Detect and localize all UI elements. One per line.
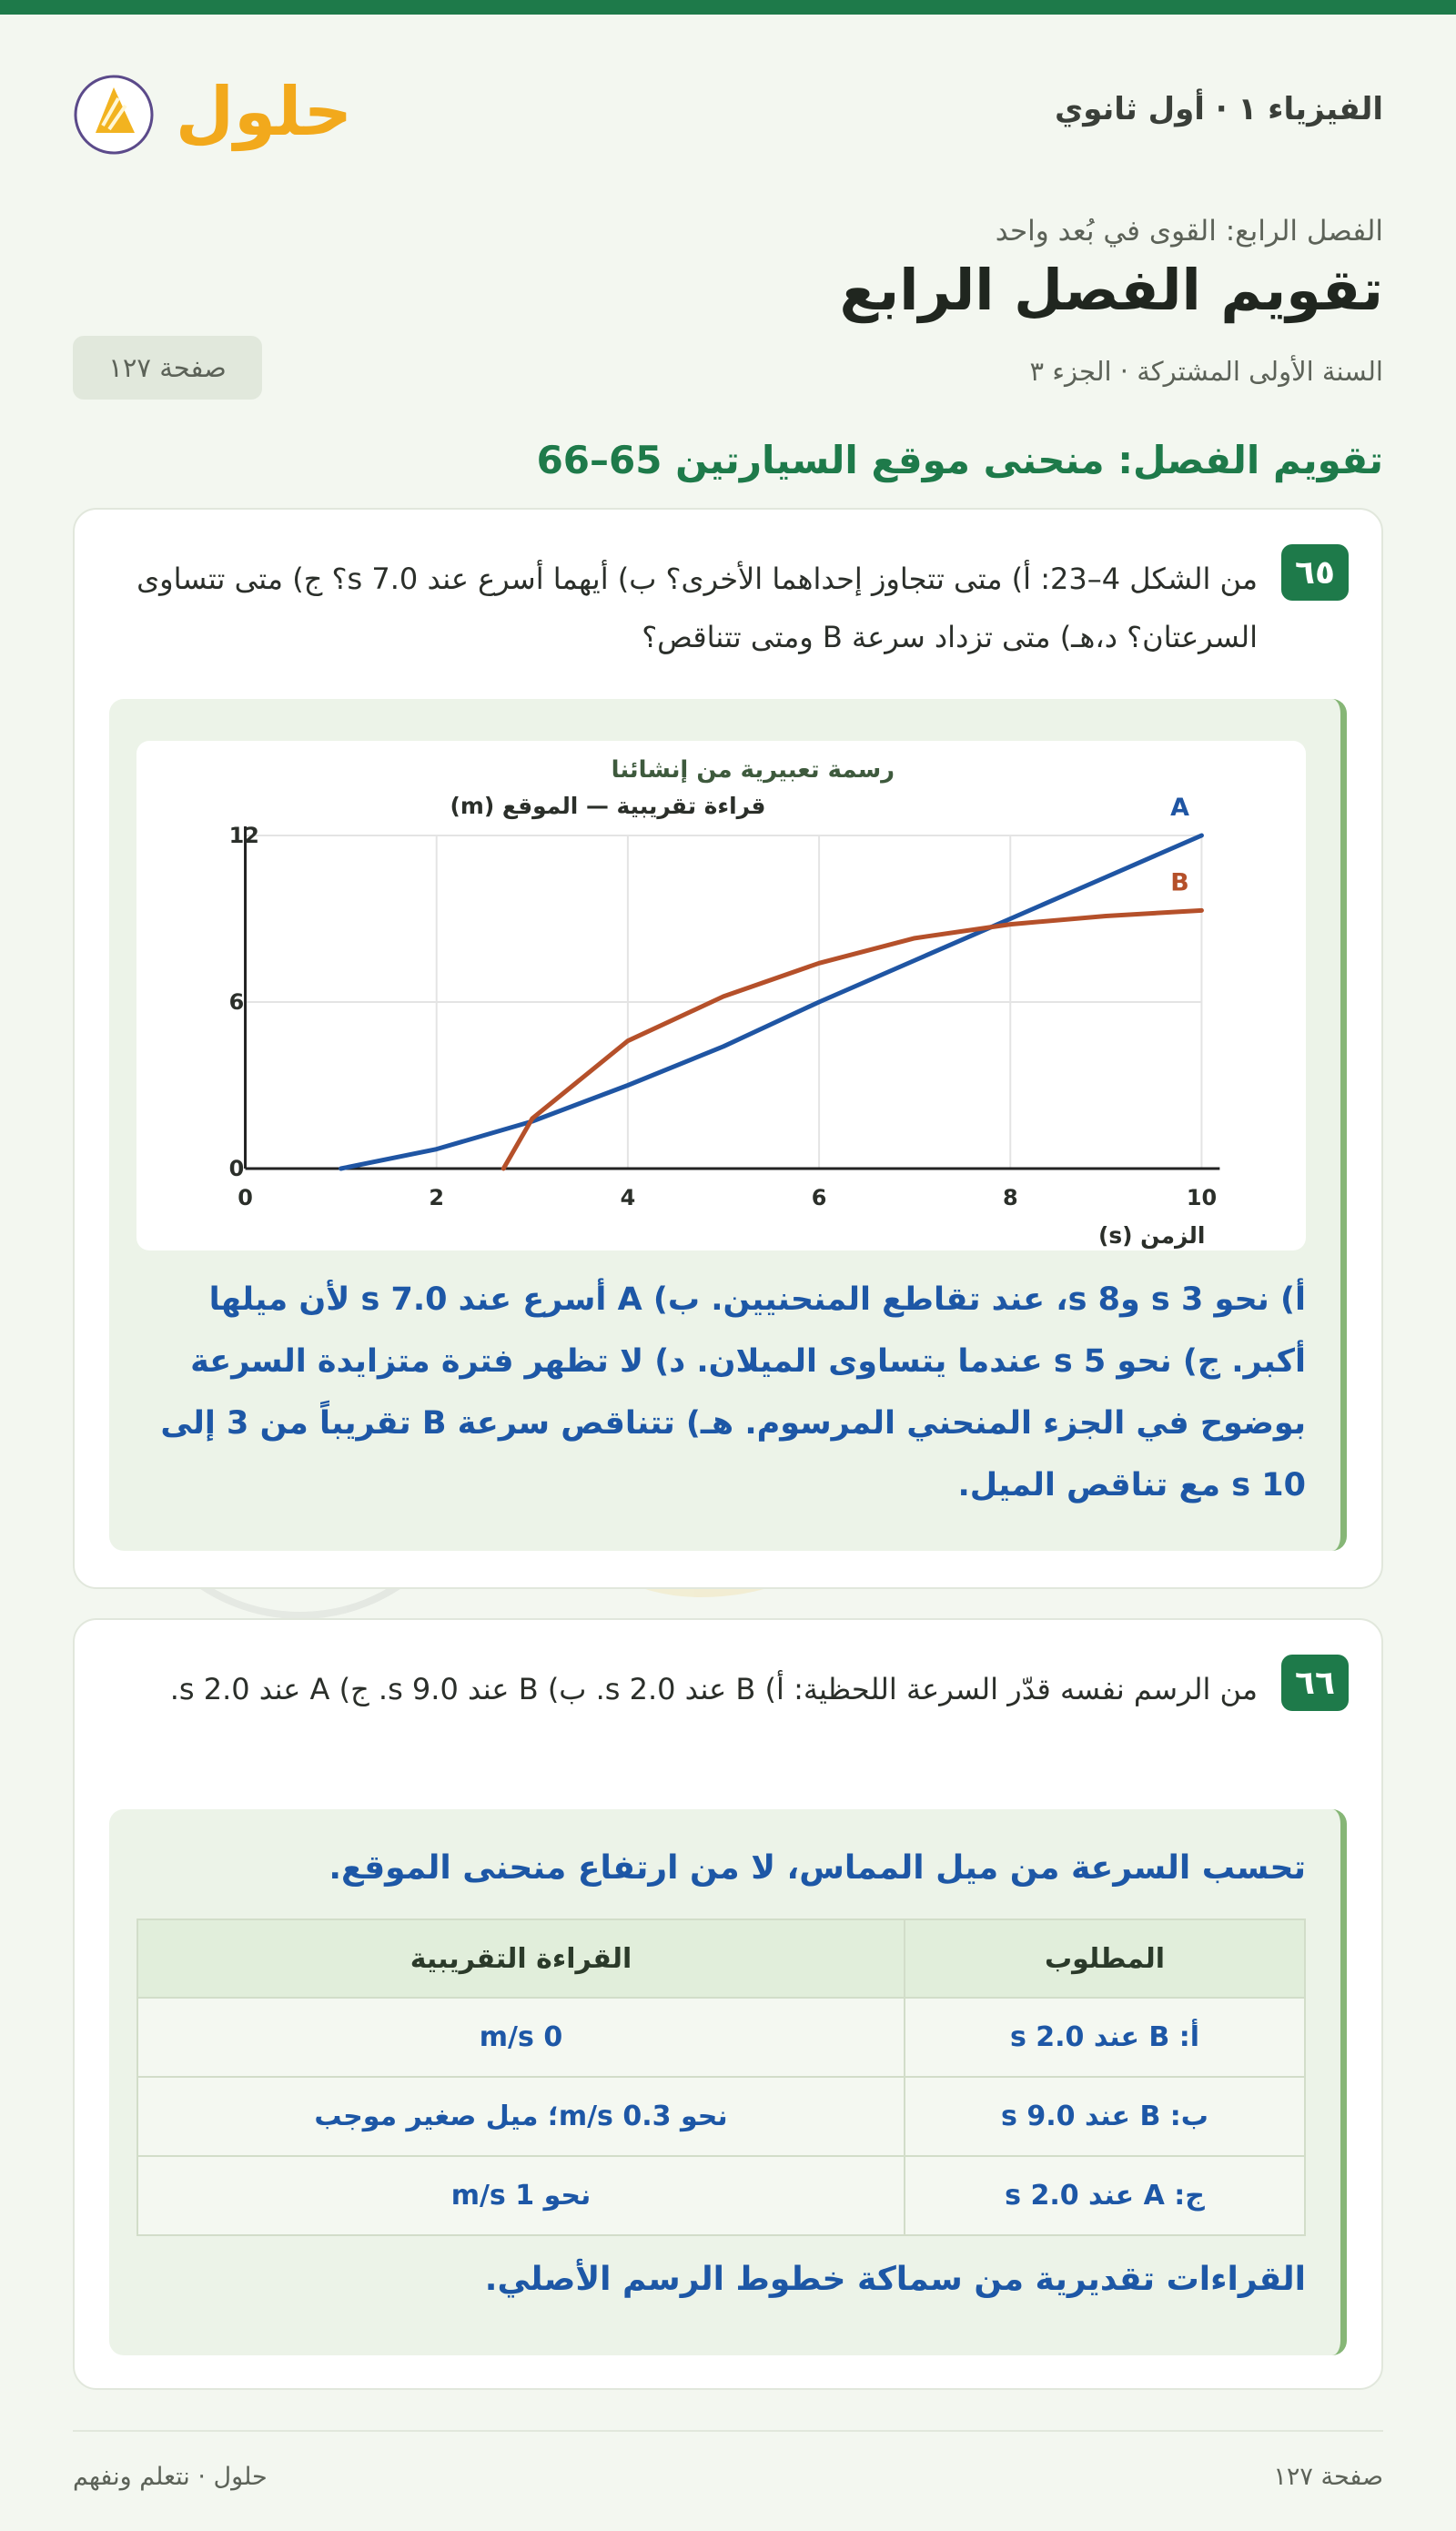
answer-text: أ) نحو 3 s و8 s، عند تقاطع المنحنيين. ب) A أسرع عند 7.0 s لأن ميلها أكبر. ج) نحو 5 s عندما يتساوى الميلان. د) لا تظهر فترة متزايدة السرعة بوضوح في الجزء المنحني المرسوم. هـ) تتناقص سرعة B تقريباً من 3 إلى 10 s مع تناقص الميل. bbox=[160, 1281, 1306, 1503]
table-cell: أ: B عند 2.0 s bbox=[905, 1998, 1305, 2077]
y-tick-label: 12 bbox=[228, 822, 259, 849]
hulul-logo[interactable] bbox=[73, 62, 353, 162]
table-row bbox=[137, 1998, 1305, 2077]
logo-text: حلول bbox=[175, 73, 353, 151]
table-header-row bbox=[137, 1919, 1305, 1998]
series-line-B bbox=[503, 910, 1201, 1169]
page-footer bbox=[73, 2430, 1383, 2503]
table-cell: نحو 1 m/s bbox=[137, 2156, 905, 2235]
answer-box bbox=[109, 699, 1347, 1551]
table-cell: ج: A عند 2.0 s bbox=[905, 2156, 1305, 2235]
top-accent-bar bbox=[0, 0, 1456, 15]
series-label-A: A bbox=[1170, 793, 1189, 823]
question-card-65 bbox=[73, 508, 1383, 1589]
answer-table bbox=[136, 1918, 1306, 2236]
chart-svg bbox=[136, 741, 1306, 1250]
subject-label: الفيزياء ١ · أول ثانوي bbox=[1055, 91, 1383, 127]
x-tick-label: 10 bbox=[1186, 1184, 1218, 1211]
chart-subtitle: قراءة تقريبية — الموقع (m) bbox=[450, 792, 766, 820]
table-cell: نحو 0.3 m/s؛ ميل صغير موجب bbox=[137, 2077, 905, 2156]
footer-page-number: صفحة ١٢٧ bbox=[1273, 2463, 1383, 2491]
question-text: من الرسم نفسه قدّر السرعة اللحظية: أ) B عند 2.0 s. ب) B عند 9.0 s. ج) A عند 2.0 s. bbox=[169, 1672, 1258, 1706]
answer-note: القراءات تقديرية من سماكة خطوط الرسم الأصلي. bbox=[484, 2261, 1306, 2298]
footer-brand: حلول · نتعلم ونفهم bbox=[73, 2463, 268, 2491]
table-row bbox=[137, 2156, 1305, 2235]
table-header: القراءة التقريبية bbox=[137, 1919, 905, 1998]
x-tick-label: 0 bbox=[238, 1184, 253, 1211]
page-title: تقويم الفصل الرابع bbox=[839, 257, 1383, 323]
x-tick-label: 6 bbox=[811, 1184, 827, 1211]
series-label-B: B bbox=[1170, 868, 1189, 897]
x-tick-label: 2 bbox=[429, 1184, 445, 1211]
position-time-chart bbox=[136, 741, 1306, 1250]
question-text: من الشكل 4–23: أ) متى تتجاوز إحداهما الأخرى؟ ب) أيهما أسرع عند 7.0 s؟ ج) متى تتساوى السرعتان؟ د،هـ) متى تزداد سرعة B ومتى تتناقص؟ bbox=[136, 562, 1258, 654]
table-cell: 0 m/s bbox=[137, 1998, 905, 2077]
chart-title: رسمة تعبيرية من إنشائنا bbox=[611, 755, 895, 785]
table-cell: ب: B عند 9.0 s bbox=[905, 2077, 1305, 2156]
table-header: المطلوب bbox=[905, 1919, 1305, 1998]
page-header bbox=[73, 15, 1383, 215]
question-card-66 bbox=[73, 1618, 1383, 2390]
x-axis-label: الزمن (s) bbox=[1097, 1221, 1206, 1250]
page-number-badge: صفحة ١٢٧ bbox=[73, 336, 262, 400]
table-row bbox=[137, 2077, 1305, 2156]
y-tick-label: 0 bbox=[228, 1155, 245, 1182]
y-tick-label: 6 bbox=[228, 988, 245, 1016]
meta-row bbox=[73, 336, 1383, 409]
page bbox=[73, 15, 1383, 2390]
meta-label: السنة الأولى المشتركة · الجزء ٣ bbox=[1029, 356, 1383, 387]
answer-box bbox=[109, 1809, 1347, 2355]
x-tick-label: 4 bbox=[620, 1184, 636, 1211]
question-number: ٦٥ bbox=[1281, 544, 1349, 601]
answer-tip: تحسب السرعة من ميل المماس، لا من ارتفاع منحنى الموقع. bbox=[329, 1849, 1306, 1887]
section-title: تقويم الفصل: منحنى موقع السيارتين 65–66 bbox=[536, 438, 1383, 482]
chapter-label: الفصل الرابع: القوى في بُعد واحد bbox=[995, 215, 1383, 248]
question-number: ٦٦ bbox=[1281, 1655, 1349, 1711]
x-tick-label: 8 bbox=[1002, 1184, 1018, 1211]
